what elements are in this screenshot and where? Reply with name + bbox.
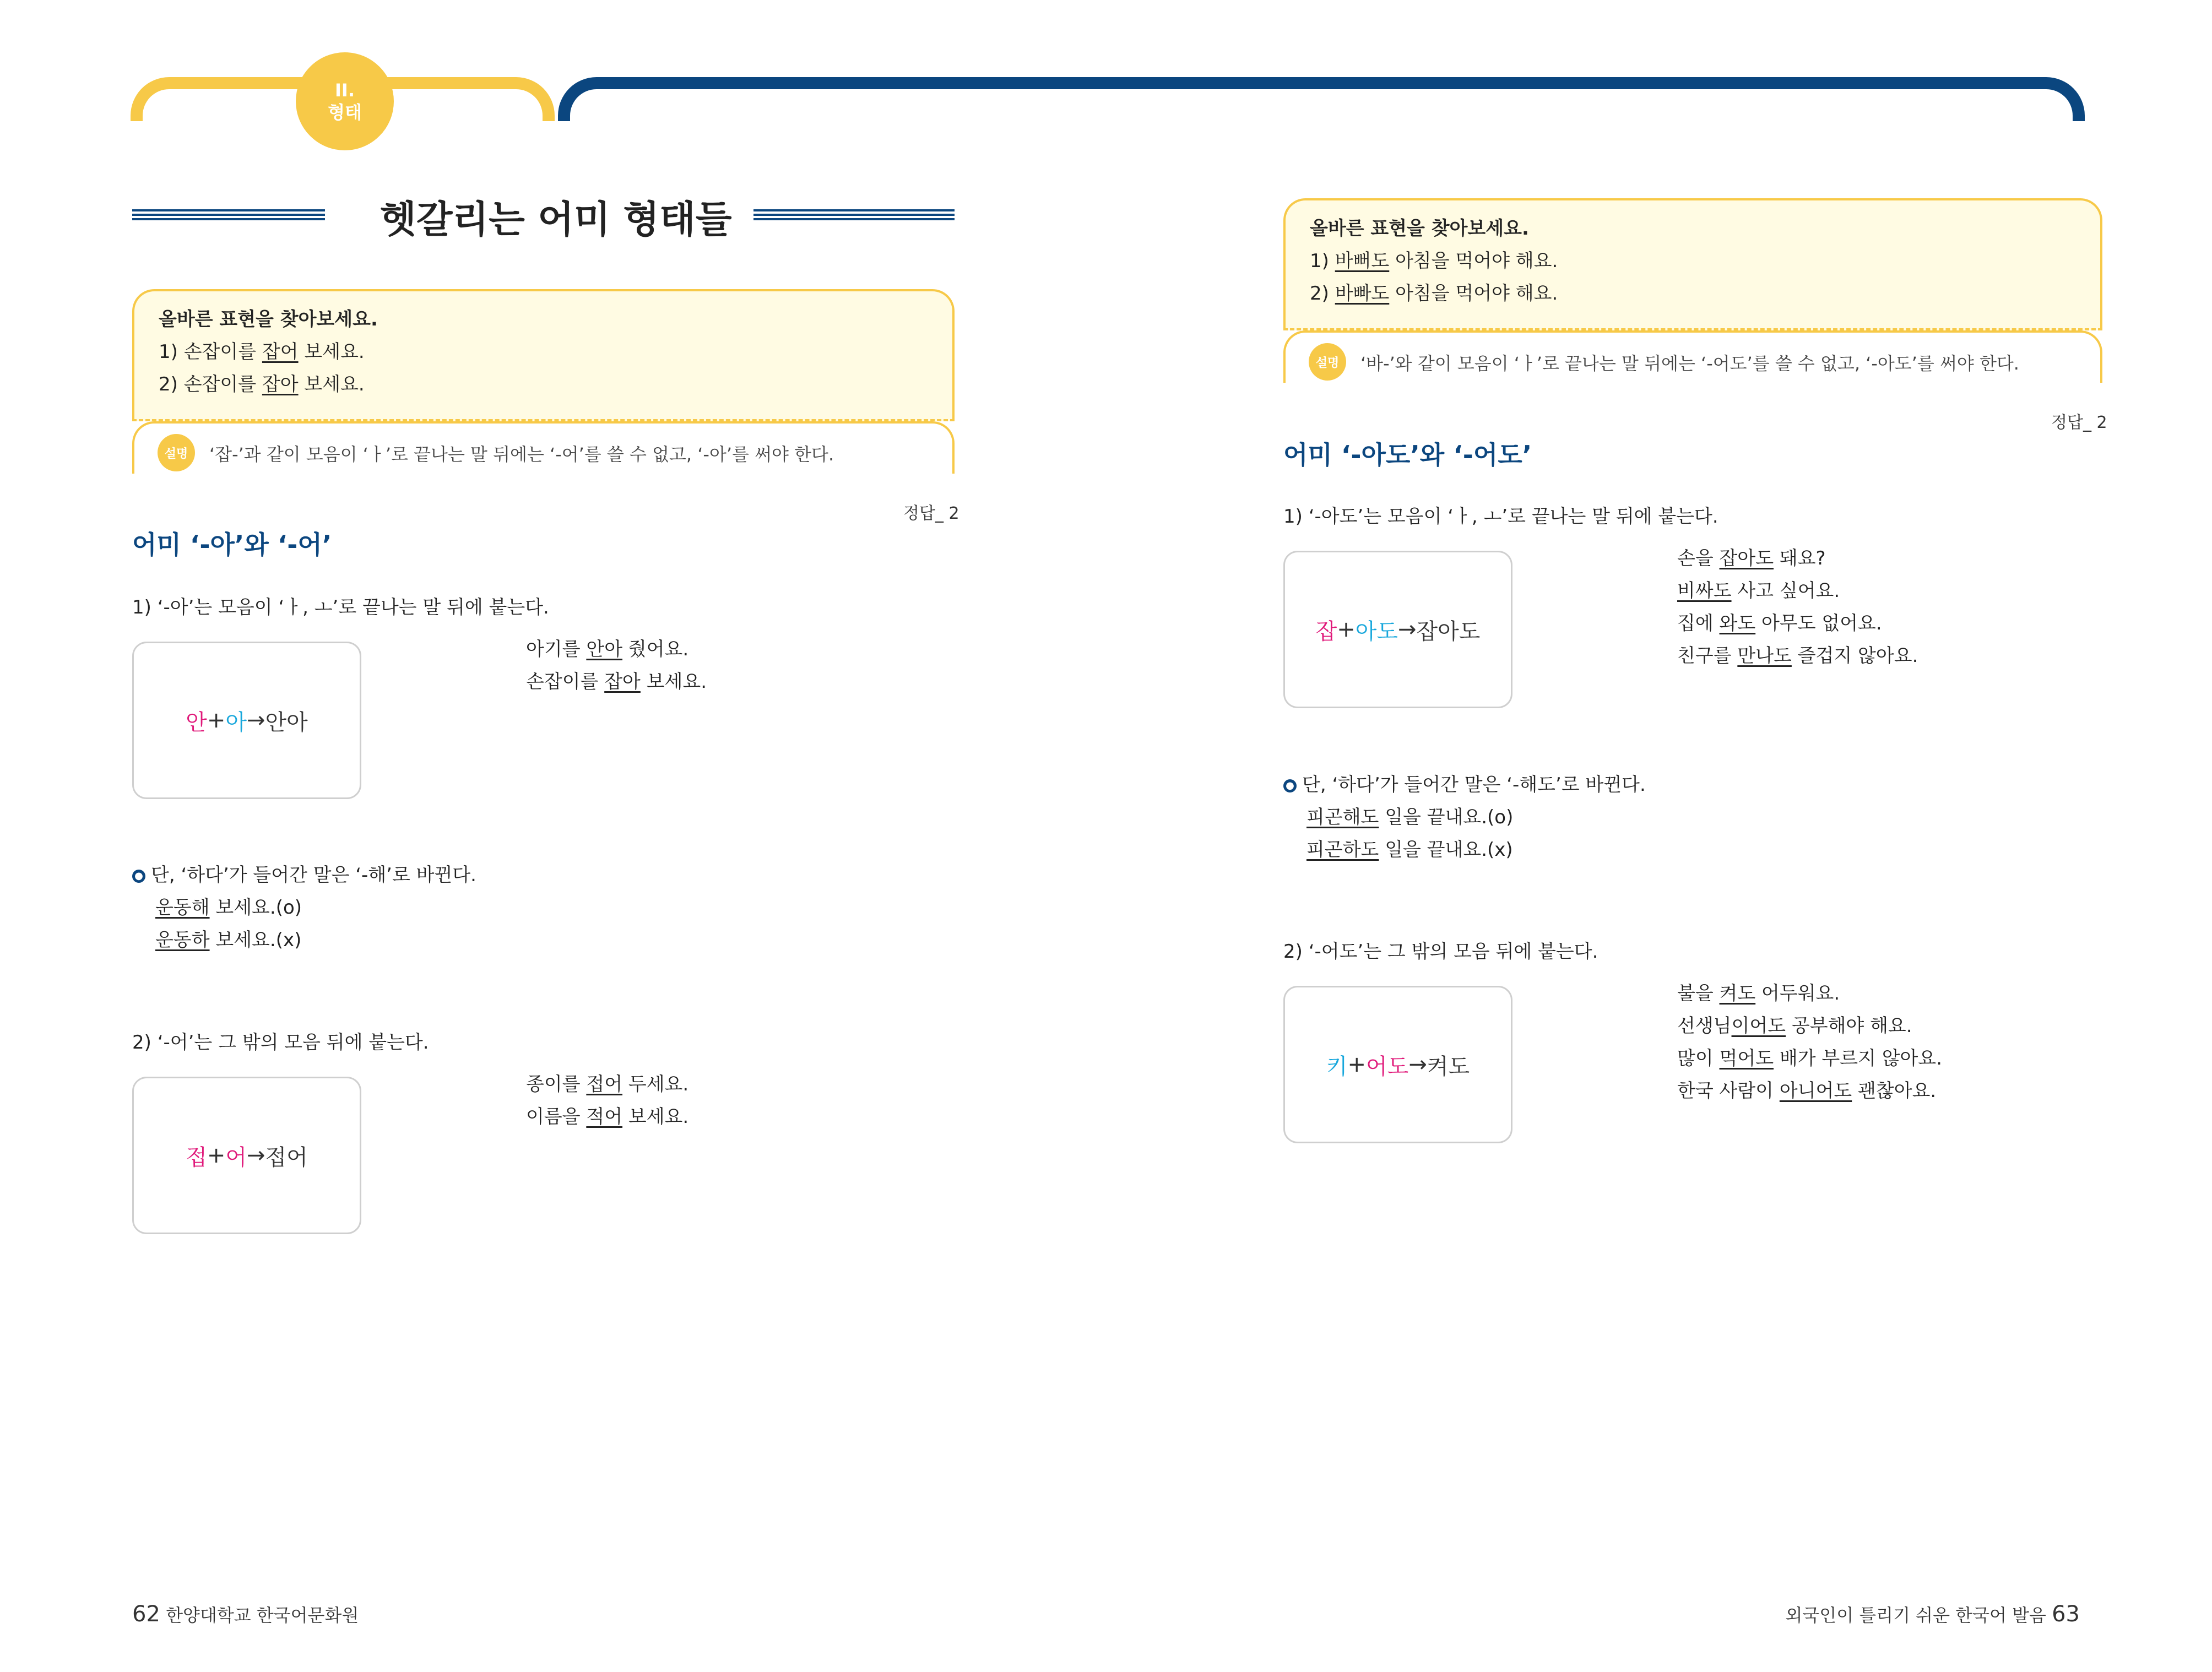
quiz-option-1: 1) 손잡이를 잡어 보세요. [159, 341, 365, 363]
rule-2: 2) ‘-어도’는 그 밖의 모음 뒤에 붙는다. [1283, 941, 1598, 963]
publisher: 한양대학교 한국어문화원 [166, 1605, 359, 1626]
example-item: 종이를 접어 두세요. [526, 1073, 689, 1095]
footer-right [1785, 1602, 2080, 1627]
chapter-header-bar-right [558, 77, 2085, 121]
rule-1: 1) ‘-아도’는 모음이 ‘ㅏ, ㅗ’로 끝나는 말 뒤에 붙는다. [1283, 506, 1718, 528]
note-example: 피곤해도 일을 끝내요.(o) [1306, 806, 1514, 828]
example-item: 많이 먹어도 배가 부르지 않아요. [1677, 1047, 1943, 1070]
quiz-box-right [1283, 198, 2102, 330]
formula-box-1: 안 + 아 → 안아 [132, 642, 361, 799]
example-item: 불을 켜도 어두워요. [1677, 982, 1840, 1005]
page-number-left: 62 [132, 1602, 160, 1627]
example-item: 손을 잡아도 돼요? [1677, 547, 1826, 569]
quiz-option-2: 2) 바빠도 아침을 먹어야 해요. [1310, 283, 1558, 305]
answer-label: 정답_ 2 [903, 504, 959, 523]
quiz-box-left [132, 289, 955, 421]
explanation-text: ‘바-’와 같이 모음이 ‘ㅏ’로 끝나는 말 뒤에는 ‘-어도’를 쓸 수 없고, ‘-아도’를 써야 한다. [1360, 353, 2019, 374]
examples-1 [526, 633, 707, 698]
example-item: 비싸도 사고 싶어요. [1677, 580, 1840, 602]
rule-1: 1) ‘-아’는 모음이 ‘ㅏ, ㅗ’로 끝나는 말 뒤에 붙는다. [132, 596, 549, 618]
section-title: 어미 ‘-아’와 ‘-어’ [132, 530, 332, 560]
explanation-badge: 설명 [158, 434, 195, 471]
example-item: 친구를 만나도 즐겁지 않아요. [1677, 645, 1918, 667]
example-item: 한국 사람이 아니어도 괜찮아요. [1677, 1080, 1937, 1102]
title-decoration-right [753, 209, 955, 220]
formula-box-2: 접 + 어 → 접어 [132, 1077, 361, 1234]
example-item: 이름을 적어 보세요. [526, 1106, 689, 1128]
title-decoration-left [132, 209, 325, 220]
example-item: 집에 와도 아무도 없어요. [1677, 612, 1882, 634]
page-number-right: 63 [2052, 1602, 2080, 1627]
example-item: 선생님이어도 공부해야 해요. [1677, 1015, 1912, 1037]
example-item: 아기를 안아 줬어요. [526, 638, 689, 660]
rule-2: 2) ‘-어’는 그 밖의 모음 뒤에 붙는다. [132, 1032, 429, 1054]
chapter-name: 형태 [328, 102, 362, 123]
note-icon: ● [132, 870, 145, 883]
note-block [132, 859, 476, 957]
note-example: 운동해 보세요.(o) [155, 897, 302, 919]
footer-left [132, 1602, 359, 1627]
answer-label: 정답_ 2 [2051, 413, 2107, 432]
quiz-question: 올바른 표현을 찾아보세요. [1310, 218, 1529, 240]
formula-box-1: 잡 + 아도 → 잡아도 [1283, 551, 1512, 708]
section-title: 어미 ‘-아도’와 ‘-어도’ [1283, 440, 1532, 470]
chapter-number: II. [335, 80, 355, 101]
note-example: 피곤하도 일을 끝내요.(x) [1306, 839, 1513, 861]
note-block [1283, 769, 1646, 866]
page-title: 헷갈리는 어미 형태들 [380, 198, 732, 242]
quiz-option-2: 2) 손잡이를 잡아 보세요. [159, 373, 365, 395]
book-title: 외국인이 틀리기 쉬운 한국어 발음 [1785, 1605, 2046, 1626]
note-example: 운동하 보세요.(x) [155, 929, 302, 951]
examples-2 [1677, 978, 1942, 1108]
formula-box-2: 키 + 어도 → 켜도 [1283, 986, 1512, 1143]
note-text: 단, ‘하다’가 들어간 말은 ‘-해’로 바뀐다. [151, 864, 476, 886]
quiz-question: 올바른 표현을 찾아보세요. [159, 308, 378, 330]
note-text: 단, ‘하다’가 들어간 말은 ‘-해도’로 바뀐다. [1302, 774, 1646, 796]
example-item: 손잡이를 잡아 보세요. [526, 671, 707, 693]
explanation-text: ‘잡-’과 같이 모음이 ‘ㅏ’로 끝나는 말 뒤에는 ‘-어’를 쓸 수 없고, ‘-아’를 써야 한다. [209, 444, 834, 465]
chapter-badge [296, 52, 394, 150]
examples-2 [526, 1068, 688, 1133]
quiz-option-1: 1) 바뻐도 아침을 먹어야 해요. [1310, 250, 1558, 272]
examples-1 [1677, 542, 1918, 672]
explanation-badge: 설명 [1309, 343, 1346, 381]
note-icon: ● [1283, 779, 1297, 792]
